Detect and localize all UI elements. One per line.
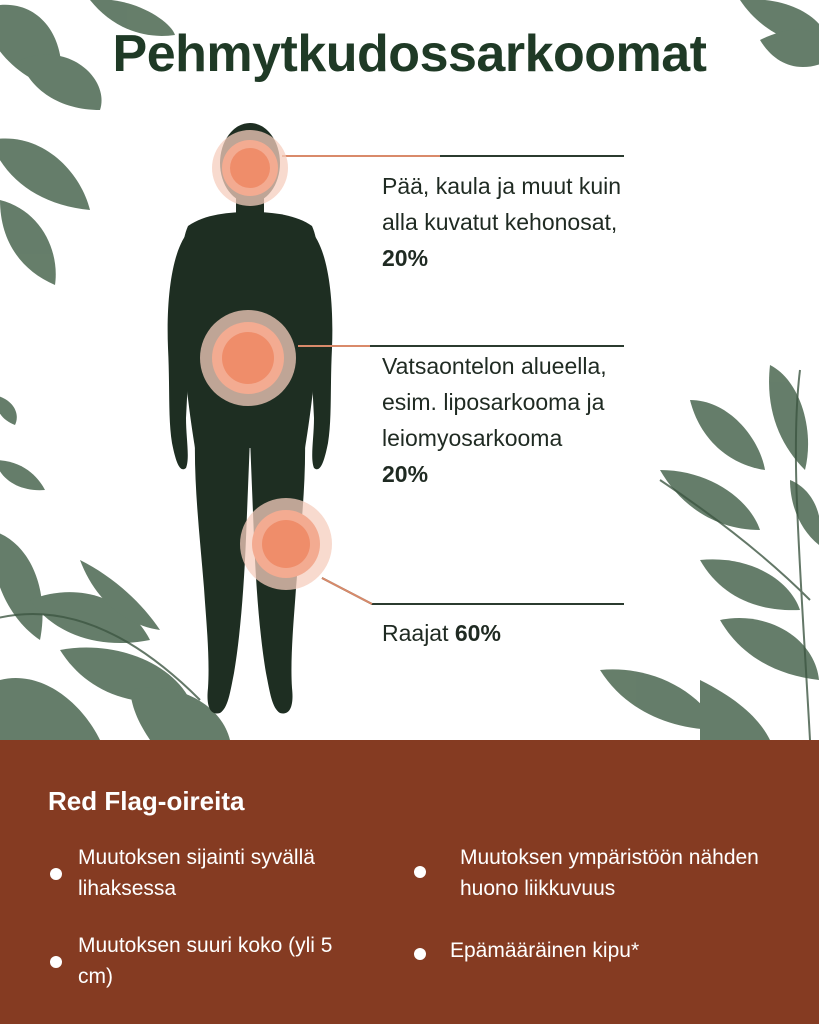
red-flag-title: Red Flag-oireita [48,786,245,816]
bullet-icon [414,866,426,878]
bullet-icon [50,956,62,968]
callout-limbs: Raajat 60% [382,620,501,646]
body-silhouette-icon [168,123,333,714]
red-flag-item: Muutoksen ympäristöön nähden huono liikkuvuus [460,846,759,900]
red-flag-item: Epämääräinen kipu* [450,939,640,962]
bullet-icon [414,948,426,960]
red-flag-item: Muutoksen suuri koko (yli 5 cm) [78,934,333,988]
callout-head: Pää, kaula ja muut kuin alla kuvatut kehonosat, 20% [382,173,622,271]
callout-abdomen: Vatsaontelon alueella, esim. liposarkooma ja leiomyosarkooma 20% [382,353,607,487]
page-title: Pehmytkudossarkoomat [112,25,707,83]
red-flag-item: Muutoksen sijainti syvällä lihaksessa [78,846,315,900]
red-flag-panel [0,740,819,1024]
bullet-icon [50,868,62,880]
